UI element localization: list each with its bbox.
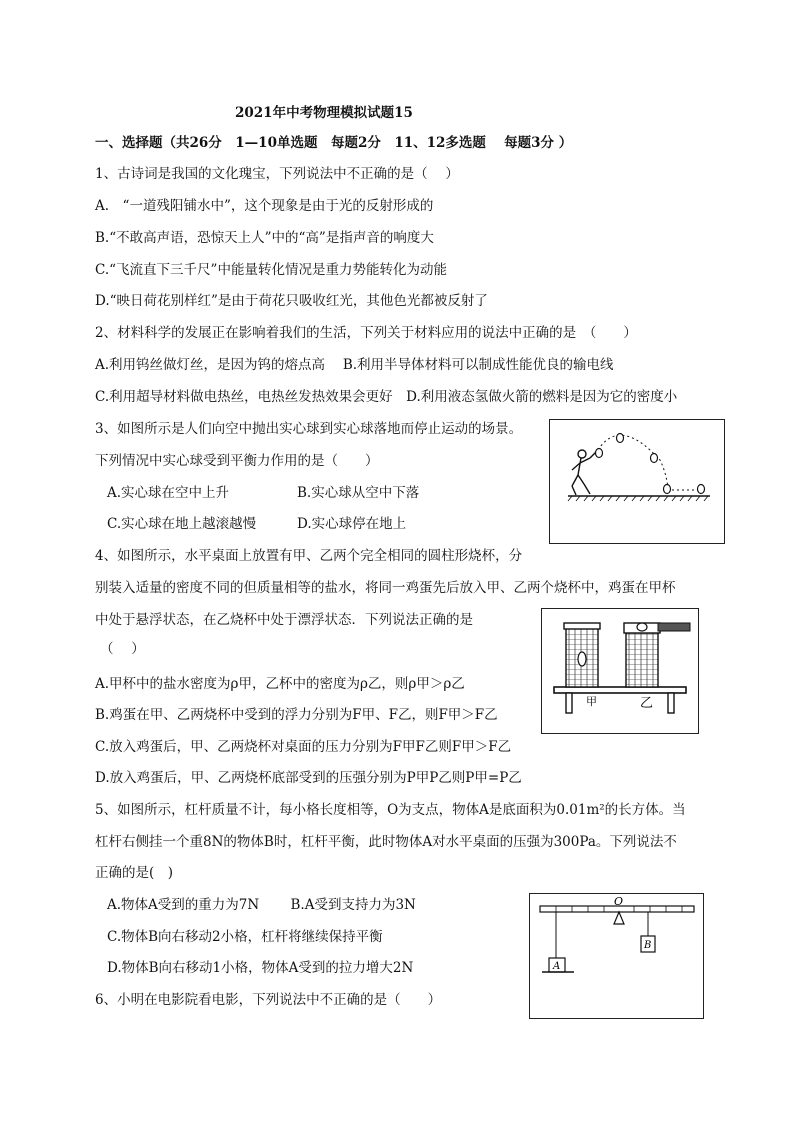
label-yi: 乙 bbox=[640, 696, 654, 711]
q1-option-d: D.“映日荷花别样红”是由于荷花只吸收红光，其他色光都被反射了 bbox=[95, 293, 488, 309]
q1-option-c: C.“飞流直下三千尺”中能量转化情况是重力势能转化为动能 bbox=[95, 262, 447, 278]
q5-stem-line1: 5、如图所示，杠杆质量不计，每小格长度相等，O为支点，物体A是底面积为0.01m²的长方体。当 bbox=[95, 802, 686, 818]
q2-options-cd: C.利用超导材料做电热丝，电热丝发热效果会更好 D.利用液态氢做火箭的燃料是因为它的密度小 bbox=[95, 389, 678, 405]
label-b: B bbox=[644, 940, 652, 951]
q6-stem: 6、小明在电影院看电影，下列说法中不正确的是（ ） bbox=[95, 992, 442, 1008]
q5-figure-lever bbox=[529, 893, 704, 1019]
page-title: 2021年中考物理模拟试题15 bbox=[235, 105, 413, 121]
q3-stem-line1: 3、如图所示是人们向空中抛出实心球到实心球落地而停止运动的场景。 bbox=[95, 421, 523, 437]
q4-stem-line3: 中处于悬浮状态，在乙烧杯中处于漂浮状态．下列说法正确的是 bbox=[95, 612, 473, 628]
section-heading: 一、选择题（共26分 1—10单选题 每题2分 11、12多选题 每题3分 ） bbox=[95, 135, 573, 151]
q5-options-ab: A.物体A受到的重力为7N B.A受到支持力为3N bbox=[107, 897, 416, 913]
q2-options-ab: A.利用钨丝做灯丝，是因为钨的熔点高 B.利用半导体材料可以制成性能优良的输电线 bbox=[95, 357, 614, 373]
q5-option-d: D.物体B向右移动1小格，物体A受到的拉力增大2N bbox=[107, 960, 414, 976]
q3-stem-line2: 下列情况中实心球受到平衡力作用的是（ ） bbox=[95, 453, 379, 469]
q4-stem-line2: 别装入适量的密度不同的但质量相等的盐水，将同一鸡蛋先后放入甲、乙两个烧杯中，鸡蛋在甲杯 bbox=[95, 580, 676, 596]
q1-option-a: A. “一道残阳铺水中”，这个现象是由于光的反射形成的 bbox=[95, 198, 434, 214]
q4-option-b: B.鸡蛋在甲、乙两烧杯中受到的浮力分别为F甲、F乙，则F甲＞F乙 bbox=[95, 707, 498, 723]
q4-answer-paren: （ ） bbox=[100, 641, 145, 657]
q4-option-a: A.甲杯中的盐水密度为ρ甲，乙杯中的密度为ρ乙，则ρ甲＞ρ乙 bbox=[95, 676, 465, 692]
q5-option-c: C.物体B向右移动2小格，杠杆将继续保持平衡 bbox=[107, 929, 383, 945]
label-jia: 甲 bbox=[586, 695, 597, 708]
label-a: A bbox=[553, 961, 561, 972]
q4-stem-line1: 4、如图所示，水平桌面上放置有甲、乙两个完全相同的圆柱形烧杯，分 bbox=[95, 548, 523, 564]
q4-option-d: D.放入鸡蛋后，甲、乙两烧杯底部受到的压强分别为P甲P乙则P甲=P乙 bbox=[95, 770, 522, 786]
q4-option-c: C.放入鸡蛋后，甲、乙两烧杯对桌面的压力分别为F甲F乙则F甲＞F乙 bbox=[95, 739, 512, 755]
q3-option-d: D.实心球停在地上 bbox=[297, 516, 407, 532]
q3-figure-ball-throw bbox=[549, 419, 725, 544]
q2-stem: 2、材料科学的发展正在影响着我们的生活，下列关于材料应用的说法中正确的是 （ ） bbox=[95, 325, 637, 341]
q3-option-b: B.实心球从空中下落 bbox=[297, 485, 420, 501]
q1-option-b: B.“不敢高声语，恐惊天上人”中的“高”是指声音的响度大 bbox=[95, 230, 434, 246]
q5-stem-line2: 杠杆右侧挂一个重8N的物体B时，杠杆平衡，此时物体A对水平桌面的压强为300Pa。下列说法不 bbox=[95, 834, 677, 850]
q4-figure-beakers bbox=[541, 608, 699, 734]
q1-stem: 1、古诗词是我国的文化瑰宝，下列说法中不正确的是（ ） bbox=[95, 166, 459, 182]
q5-stem-line3: 正确的是( ) bbox=[95, 865, 174, 881]
q3-option-a: A.实心球在空中上升 bbox=[107, 485, 230, 501]
q3-option-c: C.实心球在地上越滚越慢 bbox=[107, 516, 257, 532]
label-o: O bbox=[614, 895, 624, 908]
